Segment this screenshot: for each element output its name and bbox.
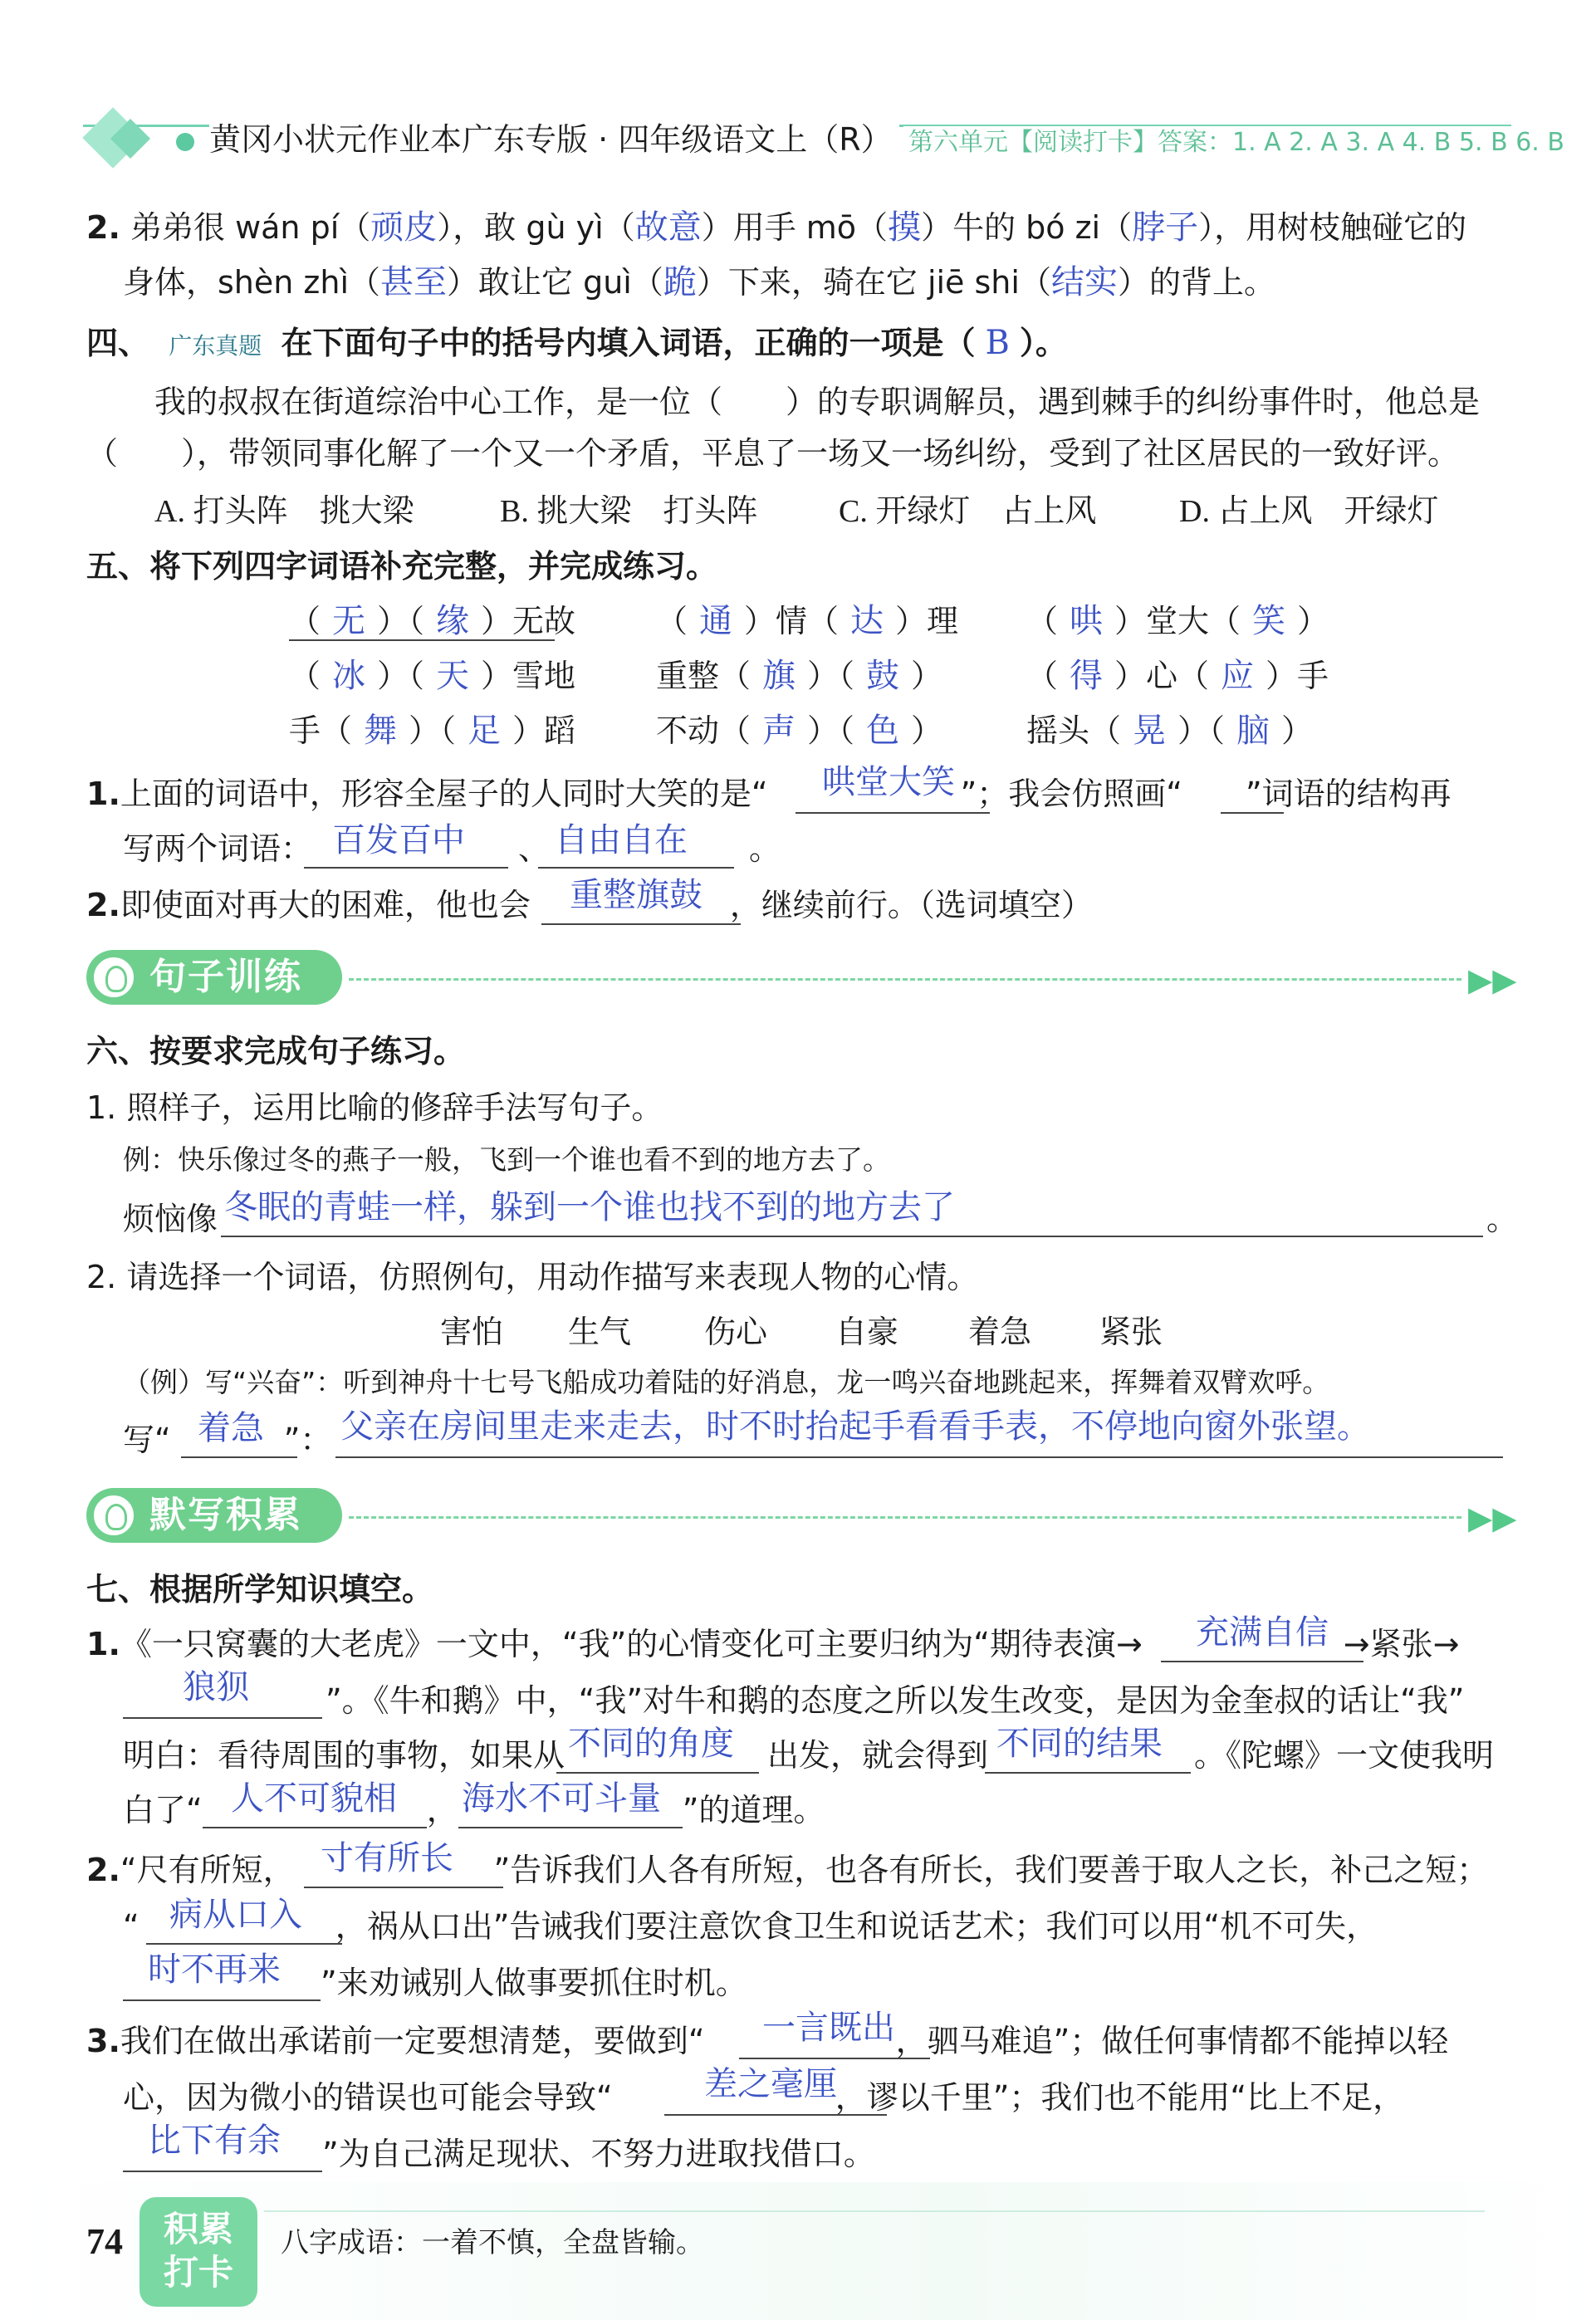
q7-2-line2: “ ，祸从口出”告诫我们要注意饮食卫生和说话艺术；我们可以用“机不可失， <box>123 1908 1378 1945</box>
idiom-text: ） <box>911 658 943 694</box>
idiom-text: ）理 <box>895 603 959 639</box>
idiom-text: ）堂大（ <box>1114 603 1241 639</box>
q3-2-line1: 2. 弟弟很 wán pí（顽皮），敢 gù yì（故意）用手 mō（摸）牛的 bó zi（脖子），用树枝触碰它的 <box>86 208 1467 247</box>
q7-3-line2: 心，因为微小的错误也可能会导致“ ，谬以千里”；我们也不能用“比上不足， <box>123 2079 1405 2116</box>
footer-quote: 八字成语：一着不慎，全盘皆输。 <box>281 2226 704 2259</box>
q7-answer-bixia: 比下有余 <box>148 2122 281 2160</box>
idiom-text: 不动（ <box>656 712 751 749</box>
idiom-underline <box>289 639 555 641</box>
word-choice: 自豪 <box>835 1314 899 1350</box>
word-choice: 着急 <box>968 1314 1032 1350</box>
idiom-text: ）手 <box>1266 658 1329 694</box>
q6-example2: （例）写“兴奋”：听到神舟十七号飞船成功着陆的好消息，龙一鸣兴奋地跳起来，挥舞着双臂欢呼。 <box>123 1366 1330 1398</box>
idiom-text: ）蹈 <box>512 712 576 749</box>
idiom-answer-char: 应 <box>1221 657 1255 695</box>
q4-header: 四、 广东真题 在下面句子中的括号内填入词语，正确的一项是（ B ）。 <box>86 324 1067 362</box>
idiom-text: ）无故 <box>481 603 576 639</box>
q6-sub1: 1. 照样子，运用比喻的修辞手法写句子。 <box>86 1089 663 1126</box>
q7-answer-maoxiang: 人不可貌相 <box>231 1779 397 1818</box>
footer-badge: 积累 打卡 <box>140 2197 257 2307</box>
section-banner-dictation: 默写积累 <box>86 1488 342 1543</box>
idiom-text: （ <box>656 603 688 639</box>
idiom-text: ）心（ <box>1114 658 1210 694</box>
answer-underline <box>123 1999 321 2001</box>
header-dot-icon <box>176 133 194 151</box>
answer-underline <box>203 1827 427 1828</box>
idiom-item <box>656 653 942 699</box>
q4-option-b: B. 挑大梁 打头阵 <box>500 494 758 529</box>
idiom-answer-char: 旗 <box>762 657 796 695</box>
q7-3-line3: ”为自己满足现状、不努力进取找借口。 <box>322 2136 875 2172</box>
q7-2-line3: ”来劝诫别人做事要抓住时机。 <box>321 1965 747 2001</box>
double-chevron-right-icon: ▶▶ <box>1468 962 1517 998</box>
q6-answer1: 冬眠的青蛙一样，躲到一个谁也找不到的地方去了 <box>224 1188 955 1226</box>
answer-underline <box>664 2114 887 2116</box>
page-number: 74 <box>86 2221 123 2262</box>
idiom-answer-char: 笑 <box>1252 602 1286 640</box>
answer-underline <box>458 1827 683 1828</box>
answer-key: 第六单元【阅读打卡】答案：1. A 2. A 3. A 4. B 5. B 6. B <box>903 126 1569 159</box>
q6-answer2: 父亲在房间里走来走去，时不时抬起手看看手表，不停地向窗外张望。 <box>340 1407 1370 1446</box>
q6-write-line: 写“ ”： <box>123 1422 332 1458</box>
lightbulb-icon <box>91 1493 136 1538</box>
book-title: 黄冈小状元作业本广东专版 · 四年级语文上（R） <box>209 120 899 159</box>
idiom-answer-char: 无 <box>332 602 366 640</box>
idiom-text: ）（ <box>807 658 855 694</box>
idiom-text: （ <box>1026 603 1059 639</box>
answer-underline <box>1161 1661 1363 1662</box>
q7-answer-chazhi: 差之毫厘 <box>704 2065 837 2103</box>
q5-answer-chongzheng: 重整旗鼓 <box>570 876 703 914</box>
answer-underline <box>221 1236 1483 1237</box>
q7-answer-douliang: 海水不可斗量 <box>462 1779 661 1818</box>
q7-2-line1: 2.“尺有所短， ”告诉我们人各有所短，也各有所长，我们要善于取人之长，补己之短； <box>86 1852 1489 1888</box>
idiom-item <box>1026 653 1329 699</box>
idiom-item <box>289 653 575 699</box>
exam-tag: 广东真题 <box>169 332 262 360</box>
q7-1-line2: ”。《牛和鹅》中，“我”对牛和鹅的态度之所以发生改变，是因为金奎叔的话让“我” <box>326 1682 1465 1719</box>
idiom-answer-char: 声 <box>762 712 796 750</box>
idiom-text: 手（ <box>289 712 353 749</box>
q7-answer-cunyou: 寸有所长 <box>321 1839 453 1877</box>
answer-underline <box>123 2171 322 2172</box>
q4-option-a: A. 打头阵 挑大梁 <box>154 494 414 529</box>
idiom-text: ） <box>1281 712 1314 749</box>
q5-answer-ziyou: 自由自在 <box>555 821 688 859</box>
idiom-text: ）情（ <box>744 603 840 639</box>
q4-option-c: C. 开绿灯 占上风 <box>839 494 1097 529</box>
idiom-text: （ <box>289 658 321 694</box>
idiom-text: ）（ <box>807 712 855 749</box>
q7-answer-langbei: 狼狈 <box>183 1668 249 1706</box>
q7-answer-chongman: 充满自信 <box>1196 1613 1329 1652</box>
answer-underline <box>304 1887 503 1888</box>
q4-passage-1: 我的叔叔在街道综治中心工作，是一位（ ）的专职调解员，遇到棘手的纠纷事件时，他总是 <box>154 384 1481 420</box>
q6-end1: 。 <box>1486 1201 1519 1237</box>
idiom-answer-char: 缘 <box>436 602 470 640</box>
double-chevron-right-icon: ▶▶ <box>1468 1500 1517 1536</box>
q5-sub1-line2: 写两个词语： 、 。 <box>123 830 781 867</box>
idiom-text: ）雪地 <box>481 658 576 694</box>
q7-3-line1: 3.我们在做出承诺前一定要想清楚，要做到“ ，驷马难追”；做任何事情都不能掉以轻 <box>86 2023 1449 2059</box>
idiom-text: ）（ <box>377 658 425 694</box>
idiom-answer-char: 冰 <box>332 657 366 695</box>
idiom-answer-char: 色 <box>866 712 900 750</box>
q7-1-line3: 明白：看待周围的事物，如果从 出发，就会得到 。《陀螺》一文使我明 <box>123 1737 1495 1774</box>
footer-rule <box>264 2210 1485 2212</box>
answer-underline <box>181 1456 297 1458</box>
banner-dashed-rule <box>349 1516 1461 1519</box>
idiom-item <box>656 707 942 754</box>
q5-title: 五、将下列四字词语补充完整，并完成练习。 <box>86 548 718 585</box>
answer-underline <box>985 1772 1191 1774</box>
q4-passage-2: （ ），带领同事化解了一个又一个矛盾，平息了一场又一场纠纷，受到了社区居民的一致好评。 <box>86 435 1460 472</box>
idiom-text: ）（ <box>1177 712 1226 749</box>
q7-title: 七、根据所学知识填空。 <box>86 1571 434 1608</box>
idiom-item <box>1026 707 1313 754</box>
idiom-answer-char: 脑 <box>1236 712 1270 750</box>
q6-example1: 例：快乐像过冬的燕子一般，飞到一个谁也看不到的地方去了。 <box>123 1143 890 1176</box>
idiom-item <box>289 598 575 644</box>
q7-1-line1: 1.《一只窝囊的大老虎》一文中，“我”的心情变化可主要归纳为“期待表演→ →紧张→ <box>86 1626 1460 1662</box>
idiom-text: （ <box>1026 658 1059 694</box>
q6-chosen-word: 着急 <box>198 1409 264 1447</box>
q3-2-line2: 身体，shèn zhì（甚至）敢让它 guì（跪）下来，骑在它 jiē shi（结实）的背上。 <box>123 263 1275 301</box>
q5-sub1-line1: 1.上面的词语中，形容全屋子的人同时大笑的是“ ”；我会仿照画“ ”词语的结构再 <box>86 776 1452 812</box>
q7-answer-jieguo: 不同的结果 <box>996 1725 1163 1763</box>
idiom-text: ） <box>911 712 943 749</box>
q7-answer-yiyan: 一言既出 <box>762 2009 895 2047</box>
idiom-answer-char: 天 <box>436 657 470 695</box>
idiom-answer-char: 晃 <box>1133 712 1167 750</box>
idiom-text: （ <box>289 603 321 639</box>
banner-dashed-rule <box>349 978 1461 981</box>
idiom-item <box>656 598 958 644</box>
answer-underline <box>796 812 990 814</box>
idiom-text: 重整（ <box>656 658 751 694</box>
idiom-text: ）（ <box>377 603 425 639</box>
idiom-answer-char: 哄 <box>1070 602 1104 640</box>
lightbulb-icon <box>91 955 136 1000</box>
q5-answer-hongtang: 哄堂大笑 <box>822 763 955 801</box>
blank-underline <box>1221 812 1284 814</box>
q7-answer-jiaodu: 不同的角度 <box>568 1725 734 1763</box>
answer-underline <box>541 923 741 925</box>
q6-prefix1: 烦恼像 <box>123 1201 218 1237</box>
q7-answer-shibu: 时不再来 <box>148 1950 281 1989</box>
q6-title: 六、按要求完成句子练习。 <box>86 1033 466 1069</box>
idiom-text: ） <box>1297 603 1329 639</box>
idiom-answer-char: 得 <box>1070 657 1104 695</box>
answer-underline <box>304 867 508 869</box>
q4-option-d: D. 占上风 开绿灯 <box>1179 494 1439 529</box>
q7-1-line4: 白了“ ， ”的道理。 <box>123 1792 825 1828</box>
idiom-text: ）（ <box>409 712 457 749</box>
idiom-answer-char: 达 <box>850 602 884 640</box>
idiom-answer-char: 舞 <box>364 712 398 750</box>
idiom-item <box>1026 598 1329 644</box>
idiom-answer-char: 足 <box>468 712 502 750</box>
q5-answer-baifa: 百发百中 <box>332 821 465 859</box>
q5-sub2: 2.即使面对再大的困难，他也会 ，继续前行。（选词填空） <box>86 887 1093 923</box>
q7-answer-bingcong: 病从口入 <box>169 1896 302 1934</box>
idiom-item <box>289 707 575 754</box>
answer-underline <box>123 1717 322 1719</box>
word-choice: 害怕 <box>440 1314 504 1350</box>
idiom-answer-char: 鼓 <box>866 657 900 695</box>
idiom-answer-char: 通 <box>699 602 733 640</box>
answer-underline <box>335 1456 1503 1458</box>
word-choice: 生气 <box>568 1314 632 1350</box>
word-choice: 伤心 <box>704 1314 768 1350</box>
q6-sub2: 2. 请选择一个词语，仿照例句，用动作描写来表现人物的心情。 <box>86 1259 979 1295</box>
section-banner-sentence-training: 句子训练 <box>86 950 342 1005</box>
idiom-text: 摇头（ <box>1026 712 1122 749</box>
word-choice: 紧张 <box>1099 1314 1163 1350</box>
